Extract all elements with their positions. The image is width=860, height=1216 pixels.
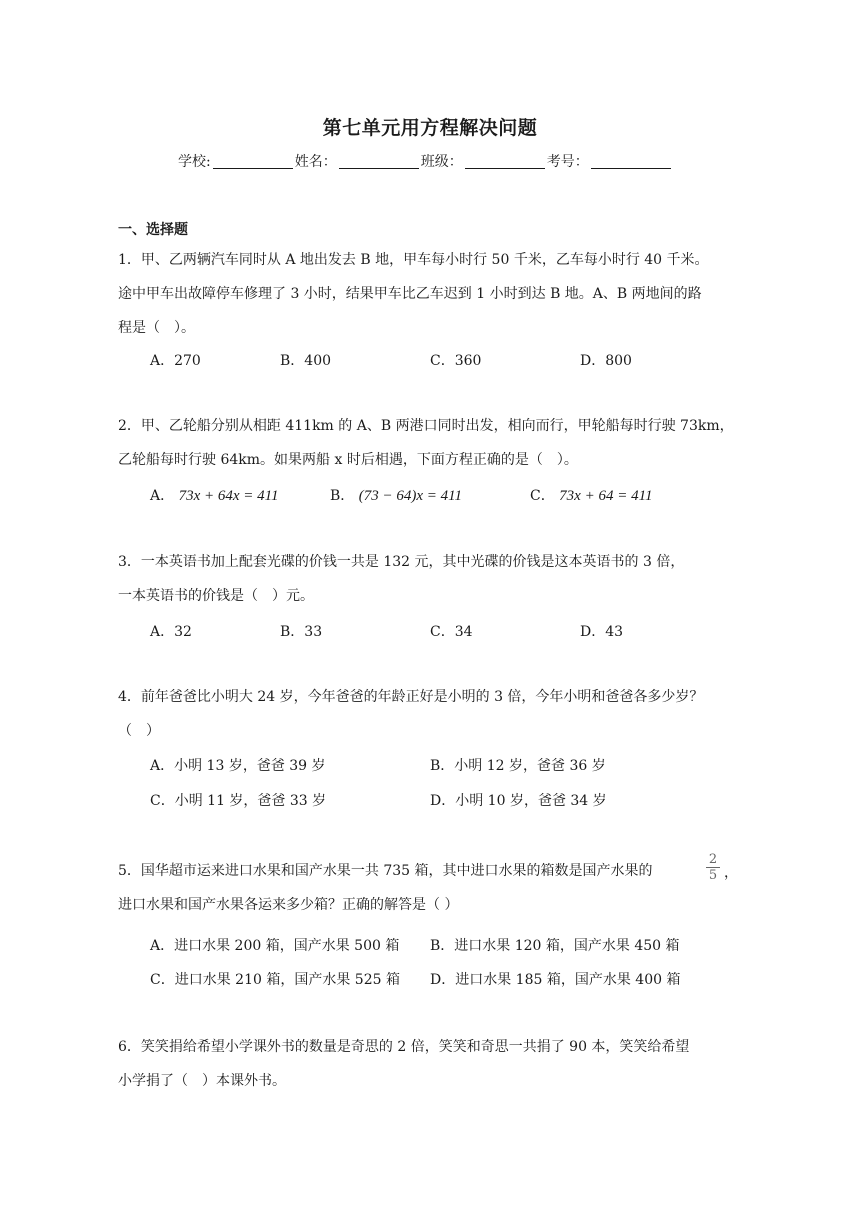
question-text-line: （ ） (118, 723, 160, 739)
fraction-denominator: 5 (708, 868, 718, 883)
option-b[interactable]: B．400 (280, 353, 332, 369)
name-label: 姓名： (294, 154, 337, 170)
option-label: A． (150, 488, 175, 504)
option-c[interactable]: C．360 (430, 353, 482, 369)
school-blank[interactable] (213, 154, 293, 169)
question-text-line: 5．国华超市运来进口水果和国产水果一共 735 箱，其中进口水果的箱数是国产水果的 (118, 863, 653, 879)
option-c[interactable]: C．34 (430, 624, 473, 640)
fraction-numerator: 2 (708, 852, 718, 867)
question-text-line: 小学捐了（ ）本课外书。 (118, 1073, 286, 1089)
option-label: B． (330, 488, 355, 504)
question-text-line: 进口水果和国产水果各运来多少箱？正确的解答是（ ） (118, 897, 459, 913)
question-text-line: 乙轮船每时行驶 64km。如果两船 x 时后相遇，下面方程正确的是（ ）。 (118, 452, 578, 468)
fraction-trailing-comma: ， (724, 865, 738, 881)
question-text-line: 4．前年爸爸比小明大 24 岁，今年爸爸的年龄正好是小明的 3 倍，今年小明和爸爸各多少岁？ (118, 689, 704, 705)
option-d[interactable]: D．进口水果 185 箱，国产水果 400 箱 (430, 972, 681, 988)
option-d[interactable]: D．800 (580, 353, 632, 369)
question-4 (118, 680, 748, 748)
option-label: C． (530, 488, 555, 504)
equation: 73x + 64x = 411 (178, 488, 279, 504)
option-c[interactable]: C．进口水果 210 箱，国产水果 525 箱 (150, 972, 400, 988)
question-text-line: 程是（ ）。 (118, 320, 195, 336)
option-c[interactable] (530, 485, 652, 505)
question-6 (118, 1030, 748, 1098)
page-title: 第七单元用方程解决问题 (322, 117, 538, 139)
option-d[interactable]: D．小明 10 岁，爸爸 34 岁 (430, 793, 607, 809)
class-blank[interactable] (465, 154, 545, 169)
option-b[interactable]: B．进口水果 120 箱，国产水果 450 箱 (430, 938, 680, 954)
option-b[interactable] (330, 485, 462, 505)
equation: 73x + 64 = 411 (559, 488, 653, 504)
option-a[interactable]: A．小明 13 岁，爸爸 39 岁 (150, 758, 326, 774)
question-text-line: 2．甲、乙轮船分别从相距 411km 的 A、B 两港口同时出发，相向而行，甲轮船每时行驶 73km， (118, 418, 734, 434)
exam-no-label: 考号： (546, 154, 589, 170)
option-a[interactable]: A．32 (150, 624, 192, 640)
option-c[interactable]: C．小明 11 岁，爸爸 33 岁 (150, 793, 327, 809)
section-heading: 一、选择题 (118, 222, 188, 238)
question-3 (118, 545, 748, 613)
class-label: 班级： (420, 154, 463, 170)
fraction (706, 853, 720, 882)
option-d[interactable]: D．43 (580, 624, 624, 640)
student-info-line (178, 151, 673, 171)
equation: (73 − 64)x = 411 (358, 488, 463, 504)
question-5 (118, 854, 748, 922)
question-text-line: 6．笑笑捐给希望小学课外书的数量是奇思的 2 倍，笑笑和奇思一共捐了 90 本，笑笑给希望 (118, 1039, 690, 1055)
question-2 (118, 409, 748, 477)
question-text-line: 一本英语书的价钱是（ ）元。 (118, 588, 314, 604)
question-text-line: 1．甲、乙两辆汽车同时从 A 地出发去 B 地，甲车每小时行 50 千米，乙车每小时行 40 千米。 (118, 252, 709, 268)
school-label: 学校: (178, 154, 211, 170)
option-b[interactable]: B．小明 12 岁，爸爸 36 岁 (430, 758, 606, 774)
question-text-line: 3．一本英语书加上配套光碟的价钱一共是 132 元，其中光碟的价钱是这本英语书的 3 倍， (118, 554, 685, 570)
option-a[interactable]: A．进口水果 200 箱，国产水果 500 箱 (150, 938, 400, 954)
question-1 (118, 243, 748, 345)
name-blank[interactable] (339, 154, 419, 169)
option-a[interactable]: A．270 (150, 353, 201, 369)
option-a[interactable] (150, 485, 279, 505)
question-text-line: 途中甲车出故障停车修理了 3 小时，结果甲车比乙车迟到 1 小时到达 B 地。A、B 两地间的路 (118, 286, 702, 302)
exam-no-blank[interactable] (591, 154, 671, 169)
option-b[interactable]: B．33 (280, 624, 323, 640)
